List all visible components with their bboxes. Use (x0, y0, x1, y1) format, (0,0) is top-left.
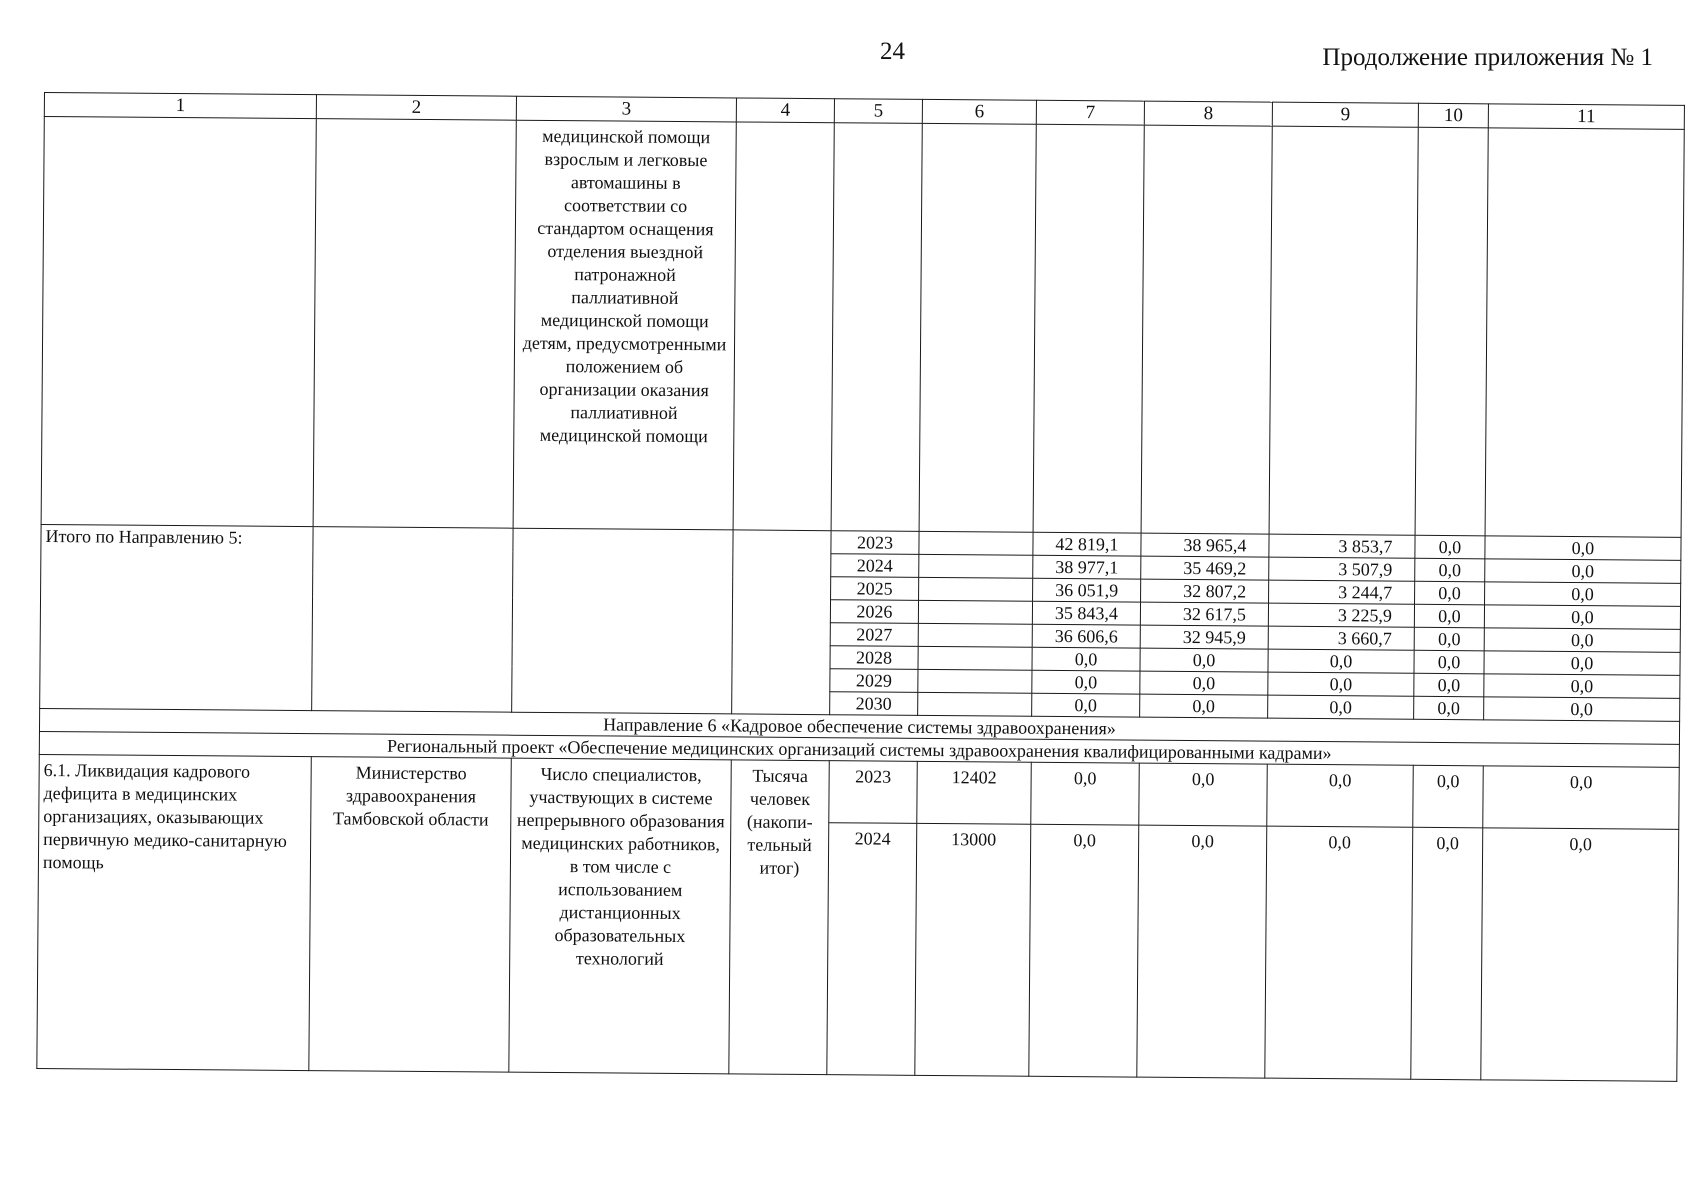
year-cell: 2023 (831, 531, 919, 555)
value-cell: 0,0 (1414, 627, 1484, 651)
value-cell: 32 807,2 (1141, 579, 1269, 603)
empty-cell (1033, 124, 1144, 533)
value-cell: 0,0 (1268, 649, 1414, 673)
value-cell: 0,0 (1029, 824, 1139, 1077)
empty-cell (918, 646, 1032, 670)
value-cell: 3 660,7 (1268, 626, 1414, 650)
header-cell: 7 (1036, 100, 1144, 125)
value-cell: 0,0 (1268, 695, 1414, 719)
value-cell: 0,0 (1481, 828, 1679, 1082)
executor: Министерство здравоохранения Тамбовской области (309, 757, 511, 1073)
value-cell: 42 819,1 (1033, 532, 1141, 556)
value-cell: 0,0 (1140, 648, 1268, 672)
year-cell: 2023 (829, 761, 917, 824)
value-cell: 35 843,4 (1032, 601, 1140, 625)
empty-cell (1141, 125, 1272, 534)
value-cell: 0,0 (1140, 694, 1268, 718)
value-cell: 0,0 (1140, 671, 1268, 695)
empty-cell (918, 600, 1032, 624)
regional-project-heading: Региональный проект «Обеспечение медицинских организаций системы здравоохранения квалифицированными кадрами» (39, 731, 1679, 767)
year-cell: 2028 (830, 646, 918, 670)
value-cell: 0,0 (1414, 604, 1484, 628)
header-cell: 11 (1488, 104, 1684, 130)
continued-indicator-text: медицинской помощи взрослым и легковые автомашины в соответствии со стандартом оснащения отделения выездной патронажной паллиативной медицинской помощи детям, предусмотренными положением об организации оказания паллиативной медицинской помощи (513, 120, 736, 530)
value-cell: 0,0 (1414, 650, 1484, 674)
value-cell: 3 225,9 (1268, 603, 1414, 627)
empty-cell (512, 528, 733, 714)
empty-cell (919, 554, 1033, 578)
continuation-heading: Продолжение приложения № 1 (1322, 44, 1653, 71)
value-cell: 0,0 (1139, 763, 1267, 826)
value-cell: 0,0 (1415, 535, 1485, 559)
value-cell: 12402 (917, 761, 1031, 824)
value-cell: 0,0 (1032, 693, 1140, 717)
empty-cell (918, 669, 1032, 693)
value-cell: 36 606,6 (1032, 624, 1140, 648)
value-cell: 0,0 (1484, 651, 1680, 676)
value-cell: 0,0 (1485, 559, 1681, 584)
empty-cell (919, 577, 1033, 601)
table-row (39, 754, 1679, 829)
value-cell: 0,0 (1137, 825, 1267, 1078)
year-cell: 2024 (827, 823, 917, 1076)
header-cell: 2 (316, 95, 516, 121)
header-cell: 9 (1272, 102, 1418, 127)
value-cell: 0,0 (1483, 766, 1679, 830)
year-cell: 2029 (830, 669, 918, 693)
indicator: Число специалистов, участвующих в системе непрерывного образования медицинских работников, в том числе с использованием дистанционных образовательных технологий (509, 758, 731, 1074)
value-cell: 13000 (915, 823, 1031, 1076)
value-cell: 0,0 (1415, 558, 1485, 582)
empty-cell (1485, 128, 1684, 538)
header-cell: 4 (736, 98, 834, 123)
year-cell: 2026 (830, 600, 918, 624)
value-cell: 35 469,2 (1141, 556, 1269, 580)
header-cell: 8 (1144, 101, 1272, 126)
value-cell: 0,0 (1032, 647, 1140, 671)
value-cell: 0,0 (1267, 764, 1413, 827)
value-cell: 0,0 (1268, 672, 1414, 696)
year-cell: 2027 (830, 623, 918, 647)
year-cell: 2025 (831, 577, 919, 601)
value-cell: 0,0 (1485, 582, 1681, 607)
value-cell: 32 945,9 (1140, 625, 1268, 649)
value-cell: 0,0 (1485, 536, 1681, 561)
continued-row (41, 117, 1684, 538)
value-cell: 0,0 (1414, 696, 1484, 720)
value-cell: 36 051,9 (1033, 578, 1141, 602)
value-cell: 38 965,4 (1141, 533, 1269, 557)
direction-heading: Направление 6 «Кадровое обеспечение системы здравоохранения» (39, 708, 1679, 744)
header-cell: 1 (44, 93, 316, 119)
empty-cell (918, 623, 1032, 647)
empty-cell (918, 692, 1032, 716)
appendix-table (36, 92, 1685, 1082)
value-cell: 3 244,7 (1269, 580, 1415, 604)
value-cell: 0,0 (1415, 581, 1485, 605)
value-cell: 0,0 (1484, 697, 1680, 722)
value-cell: 32 617,5 (1140, 602, 1268, 626)
empty-cell (831, 123, 922, 532)
empty-cell (41, 117, 316, 527)
empty-cell (919, 123, 1036, 532)
value-cell: 3 507,9 (1269, 557, 1415, 581)
value-cell: 0,0 (1265, 826, 1413, 1079)
value-cell: 38 977,1 (1033, 555, 1141, 579)
empty-cell (313, 119, 516, 529)
empty-cell (1415, 127, 1488, 536)
empty-cell (919, 531, 1033, 555)
empty-cell (733, 122, 834, 531)
total-label: Итого по Направлению 5: (40, 524, 313, 710)
value-cell: 0,0 (1414, 673, 1484, 697)
header-cell: 10 (1418, 103, 1488, 128)
empty-cell (312, 527, 513, 713)
header-cell: 5 (834, 99, 922, 124)
year-cell: 2030 (830, 692, 918, 716)
value-cell: 0,0 (1031, 762, 1139, 825)
page-number: 24 (880, 38, 905, 65)
value-cell: 0,0 (1484, 605, 1680, 630)
value-cell: 0,0 (1413, 765, 1483, 828)
unit: Тысяча человек (накопи-тельный итог) (729, 760, 829, 1075)
value-cell: 0,0 (1484, 674, 1680, 699)
value-cell: 0,0 (1411, 827, 1483, 1080)
empty-cell (1269, 126, 1418, 535)
value-cell: 0,0 (1032, 670, 1140, 694)
value-cell: 3 853,7 (1269, 534, 1415, 558)
header-cell: 3 (516, 96, 736, 122)
empty-cell (732, 530, 831, 715)
year-cell: 2024 (831, 554, 919, 578)
header-cell: 6 (922, 99, 1036, 124)
measure-name: 6.1. Ликвидация кадрового дефицита в медицинских организациях, оказывающих первичную медико-санитарную помощь (37, 754, 311, 1070)
value-cell: 0,0 (1484, 628, 1680, 653)
